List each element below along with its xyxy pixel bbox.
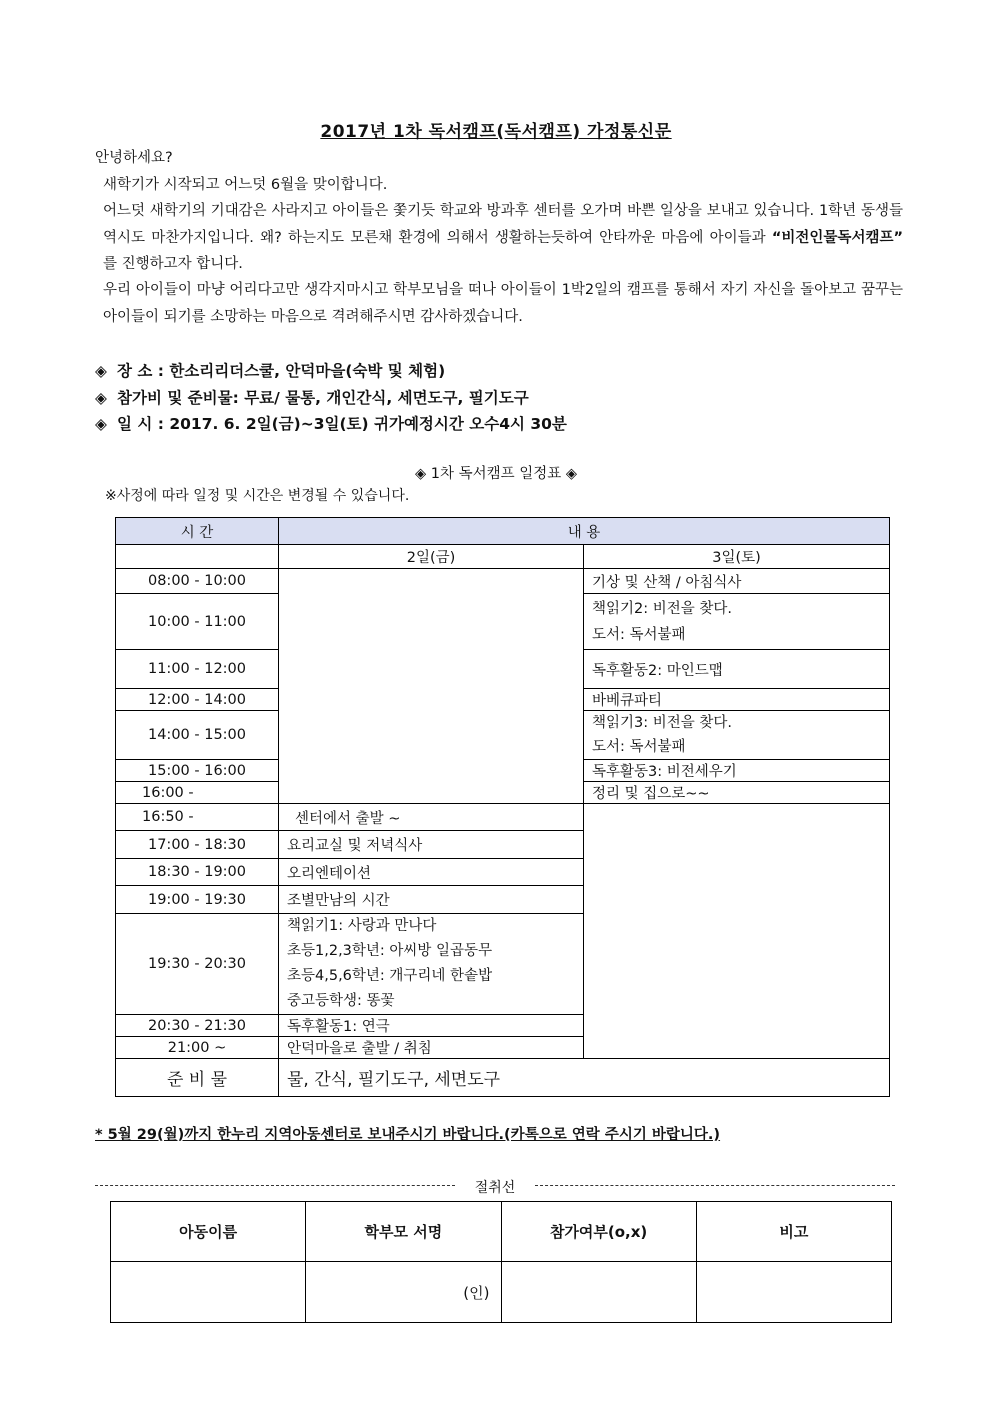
intro-paragraph-2-end: 를 진행하고자 합니다. [103,256,243,272]
info-date [95,411,567,437]
day1-cell: 조별만남의 시간 [279,886,584,914]
header-day2: 3일(토) [584,545,890,569]
info-fee [95,385,529,411]
time-cell: 10:00 - 11:00 [116,594,279,650]
cell-line: 초등4,5,6학년: 개구리네 한솥밥 [287,968,493,984]
day2-cell: 정리 및 집으로~~ [584,782,890,804]
day2-cell: 기상 및 산책 / 아침식사 [584,569,890,594]
cell-line: 도서: 독서불패 [592,739,686,755]
time-cell: 08:00 - 10:00 [116,569,279,594]
cut-line-label-wrap [95,1177,895,1197]
supplies-value: 물, 간식, 필기도구, 세면도구 [279,1059,890,1097]
day1-cell: 안덕마을로 출발 / 취침 [279,1037,584,1059]
day1-cell: 독후활동1: 연극 [279,1015,584,1037]
header-time: 시 간 [116,518,279,545]
supplies-row [116,1059,890,1097]
cell-line: 초등1,2,3학년: 아씨방 일곱동무 [287,943,493,959]
supplies-label: 준 비 물 [116,1059,279,1097]
schedule-notice: ※사정에 따라 일정 및 시간은 변경될 수 있습니다. [105,488,410,504]
schedule-title: ◈ 1차 독서캠프 일정표 ◈ [414,466,578,482]
day2-empty-cell [584,804,890,1059]
time-cell: 14:00 - 15:00 [116,711,279,760]
intro-paragraph-2-text: 어느덧 새학기의 기대감은 사라지고 아이들은 쫓기듯 학교와 방과후 센터를 오가며 바쁜 일상을 보내고 있습니다. 1학년 동생들 역시도 마찬가지입니다. 왜? 하는지도 모른채 환경에 의해서 생활하는듯하여 안타까운 마음에 아이들과 [103,203,903,246]
info-fee-text: 참가비 및 준비물: 무료/ 물통, 개인간식, 세면도구, 필기도구 [117,389,529,407]
table-row [116,804,890,831]
day1-cell: 요리교실 및 저녁식사 [279,831,584,859]
day1-cell: 오리엔테이션 [279,859,584,886]
reply-header-child-name: 아동이름 [111,1202,306,1262]
schedule-header-row [116,518,890,545]
day1-cell: 센터에서 출발 ~ [279,804,584,831]
time-cell: 16:00 - [116,782,279,804]
cell-line: 도서: 독서불패 [592,626,686,643]
day1-cell [279,914,584,1015]
table-row [116,569,890,594]
intro-paragraph-2 [95,198,903,278]
reply-header-participation: 참가여부(o,x) [501,1202,696,1262]
remarks-field[interactable] [696,1262,891,1323]
reply-header-remarks: 비고 [696,1202,891,1262]
schedule-table [115,517,890,1097]
day-header-row [116,545,890,569]
header-content: 내 용 [279,518,890,545]
time-cell: 17:00 - 18:30 [116,831,279,859]
day2-cell [584,711,890,760]
day2-cell: 독후활동3: 비전세우기 [584,760,890,782]
cut-line-label: 절취선 [467,1180,524,1196]
participation-field[interactable] [501,1262,696,1323]
camp-name-emphasis: “비전인물독서캠프” [771,229,903,246]
reply-header-row [111,1202,892,1262]
day2-cell: 바베큐파티 [584,689,890,711]
cell-line: 책읽기3: 비전을 찾다. [592,715,732,731]
time-cell: 21:00 ~ [116,1037,279,1059]
day1-empty-cell [279,569,584,804]
cut-line [95,1177,895,1195]
time-cell: 12:00 - 14:00 [116,689,279,711]
intro-line-1: 새학기가 시작되고 어느덧 6월을 맞이합니다. [103,177,388,193]
deadline-notice: * 5월 29(월)까지 한누리 지역아동센터로 보내주시기 바랍니다.(카톡으로 연락 주시기 바랍니다.) [95,1127,721,1143]
reply-table [110,1201,892,1323]
document-title: 2017년 1차 독서캠프(독서캠프) 가정통신문 [320,122,672,142]
bullet-icon: ◈ [95,389,107,407]
child-name-field[interactable] [111,1262,306,1323]
parent-signature-field[interactable] [306,1262,501,1323]
intro-paragraph-3: 우리 아이들이 마냥 어리다고만 생각지마시고 학부모님을 떠나 아이들이 1박2일의 캠프를 통해서 자기 자신을 돌아보고 꿈꾸는 아이들이 되기를 소망하는 마음으로 격려해주시면 감사하겠습니다. [103,282,903,325]
info-place [95,358,445,384]
day2-cell: 독후활동2: 마인드맵 [584,650,890,689]
time-cell: 19:30 - 20:30 [116,914,279,1015]
bullet-icon: ◈ [95,415,107,433]
header-day1: 2일(금) [279,545,584,569]
day2-cell [584,594,890,650]
info-date-text: 일 시 : 2017. 6. 2일(금)~3일(토) 귀가예정시간 오수4시 30분 [117,415,567,433]
time-cell: 18:30 - 19:00 [116,859,279,886]
time-cell: 19:00 - 19:30 [116,886,279,914]
cell-line: 중고등학생: 똥꽃 [287,993,395,1009]
time-cell: 11:00 - 12:00 [116,650,279,689]
time-cell: 15:00 - 16:00 [116,760,279,782]
seal-label: (인) [463,1283,490,1302]
cell-line: 책읽기1: 사랑과 만나다 [287,918,437,934]
time-cell: 16:50 - [116,804,279,831]
cell-line: 책읽기2: 비전을 찾다. [592,600,732,617]
greeting: 안녕하세요? [95,150,173,166]
time-cell: 20:30 - 21:30 [116,1015,279,1037]
bullet-icon: ◈ [95,362,107,380]
reply-header-parent-signature: 학부모 서명 [306,1202,501,1262]
header-blank [116,545,279,569]
info-place-text: 장 소 : 한소리리더스쿨, 안덕마을(숙박 및 체험) [117,362,446,380]
reply-input-row [111,1262,892,1323]
